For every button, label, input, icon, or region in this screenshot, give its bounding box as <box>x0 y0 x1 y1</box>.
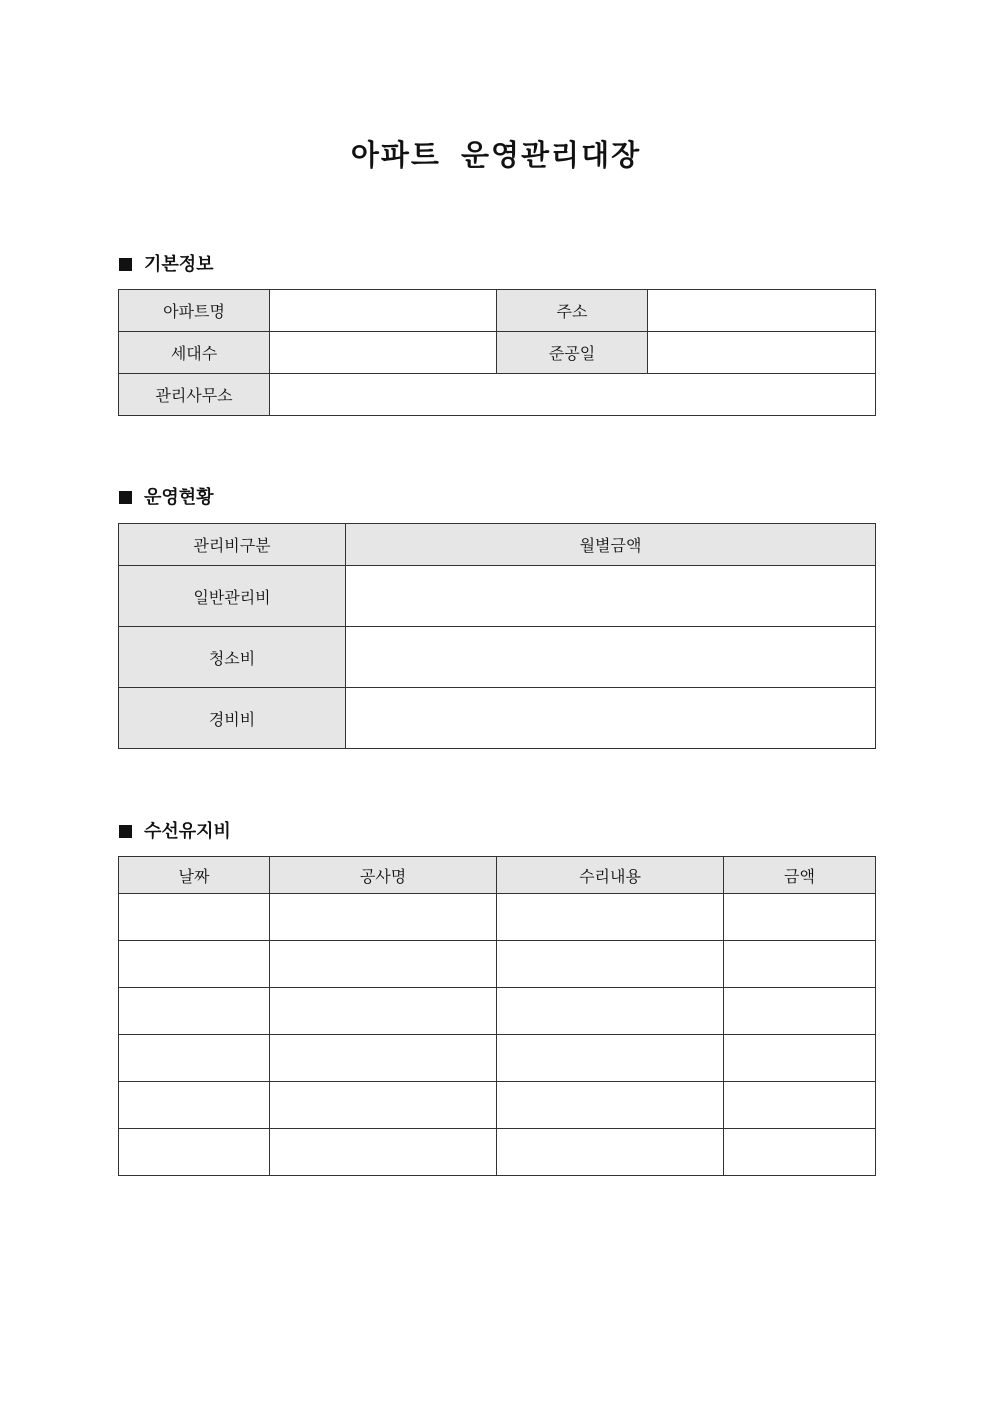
table-row <box>119 627 876 688</box>
table-row <box>119 374 876 416</box>
address-label: 주소 <box>497 290 648 332</box>
amount-cell[interactable] <box>724 1082 876 1129</box>
section-heading-repairs <box>119 819 231 845</box>
date-cell[interactable] <box>119 1082 270 1129</box>
management-office-label: 관리사무소 <box>119 374 270 416</box>
column-header-repair-details: 수리내용 <box>497 857 724 894</box>
households-label: 세대수 <box>119 332 270 374</box>
section-heading-basic-info <box>119 252 214 278</box>
section-heading-operations <box>119 485 214 511</box>
apt-name-field[interactable] <box>270 290 497 332</box>
address-field[interactable] <box>648 290 876 332</box>
work-name-cell[interactable] <box>270 988 497 1035</box>
page-title: 아파트 운영관리대장 <box>350 138 642 172</box>
square-bullet-icon <box>119 491 132 504</box>
repair-details-cell[interactable] <box>497 1129 724 1176</box>
work-name-cell[interactable] <box>270 941 497 988</box>
repairs-table <box>118 856 876 1176</box>
section-title-repairs: 수선유지비 <box>144 821 231 842</box>
repair-details-cell[interactable] <box>497 1035 724 1082</box>
work-name-cell[interactable] <box>270 1082 497 1129</box>
repair-details-cell[interactable] <box>497 894 724 941</box>
security-fee-amount-field[interactable] <box>346 688 876 749</box>
row-label-general-fee: 일반관리비 <box>119 566 346 627</box>
amount-cell[interactable] <box>724 988 876 1035</box>
table-row <box>119 332 876 374</box>
general-fee-amount-field[interactable] <box>346 566 876 627</box>
column-header-work-name: 공사명 <box>270 857 497 894</box>
management-office-field[interactable] <box>270 374 876 416</box>
date-cell[interactable] <box>119 941 270 988</box>
table-row <box>119 290 876 332</box>
date-cell[interactable] <box>119 1035 270 1082</box>
column-header-amount: 금액 <box>724 857 876 894</box>
repair-details-cell[interactable] <box>497 941 724 988</box>
completion-date-field[interactable] <box>648 332 876 374</box>
table-header-row <box>119 857 876 894</box>
apt-name-label: 아파트명 <box>119 290 270 332</box>
square-bullet-icon <box>119 258 132 271</box>
repair-details-cell[interactable] <box>497 988 724 1035</box>
amount-cell[interactable] <box>724 1129 876 1176</box>
amount-cell[interactable] <box>724 941 876 988</box>
column-header-category: 관리비구분 <box>119 524 346 566</box>
cleaning-fee-amount-field[interactable] <box>346 627 876 688</box>
table-row <box>119 988 876 1035</box>
row-label-cleaning-fee: 청소비 <box>119 627 346 688</box>
work-name-cell[interactable] <box>270 1035 497 1082</box>
table-row <box>119 941 876 988</box>
date-cell[interactable] <box>119 1129 270 1176</box>
section-title-operations: 운영현황 <box>144 487 214 508</box>
repair-details-cell[interactable] <box>497 1082 724 1129</box>
date-cell[interactable] <box>119 894 270 941</box>
table-row <box>119 566 876 627</box>
completion-date-label: 준공일 <box>497 332 648 374</box>
column-header-date: 날짜 <box>119 857 270 894</box>
amount-cell[interactable] <box>724 894 876 941</box>
table-row <box>119 688 876 749</box>
work-name-cell[interactable] <box>270 1129 497 1176</box>
table-row <box>119 1035 876 1082</box>
square-bullet-icon <box>119 825 132 838</box>
section-title-basic-info: 기본정보 <box>144 254 214 275</box>
column-header-monthly-amount: 월별금액 <box>346 524 876 566</box>
amount-cell[interactable] <box>724 1035 876 1082</box>
table-row <box>119 894 876 941</box>
table-row <box>119 1129 876 1176</box>
operations-table <box>118 523 876 749</box>
table-header-row <box>119 524 876 566</box>
work-name-cell[interactable] <box>270 894 497 941</box>
basic-info-table <box>118 289 876 416</box>
row-label-security-fee: 경비비 <box>119 688 346 749</box>
date-cell[interactable] <box>119 988 270 1035</box>
households-field[interactable] <box>270 332 497 374</box>
table-row <box>119 1082 876 1129</box>
